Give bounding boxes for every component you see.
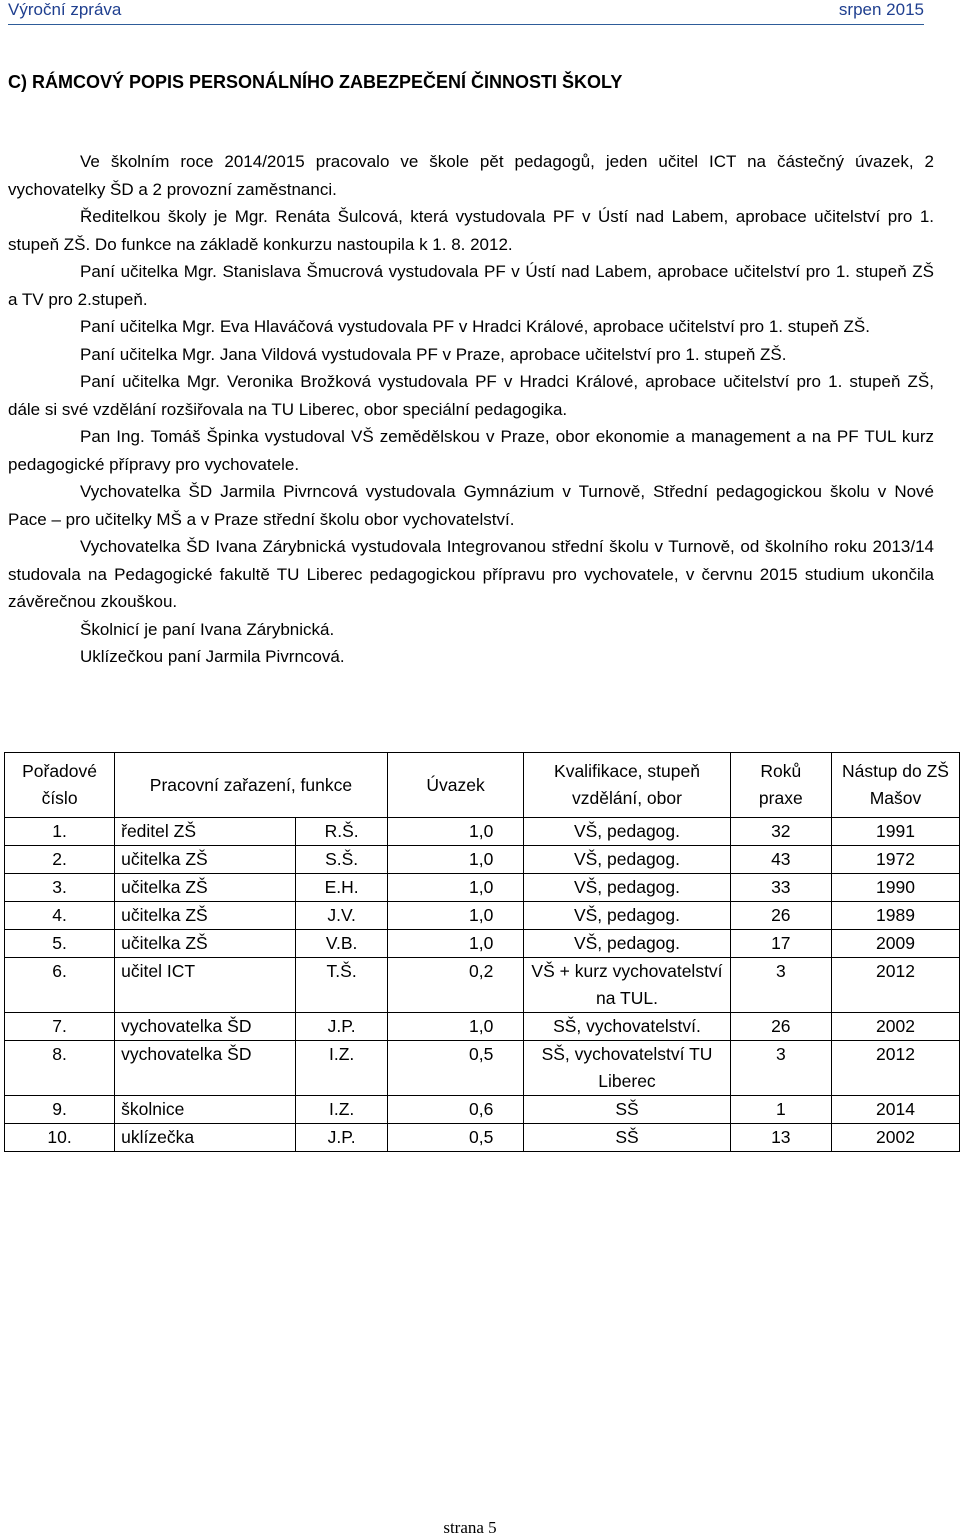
cell-order: 2. [5,846,115,874]
paragraph-teacher-hlavacova: Paní učitelka Mgr. Eva Hlaváčová vystudovala PF v Hradci Králové, aprobace učitelství pro 1. stupeň ZŠ. [80,317,870,336]
table-body [5,818,960,1152]
cell-position: učitelka ZŠ [115,930,296,958]
table-row [5,818,960,846]
cell-qualification: SŠ, vychovatelství TU Liberec [524,1041,730,1096]
cell-start-year: 2002 [831,1124,959,1152]
cell-position: vychovatelka ŠD [115,1041,296,1096]
section-body [8,148,934,671]
cell-qualification: VŠ, pedagog. [524,846,730,874]
cell-initials: I.Z. [296,1096,387,1124]
table-header-row [5,753,960,818]
cell-position: školnice [115,1096,296,1124]
cell-initials: I.Z. [296,1041,387,1096]
cell-qualification: VŠ, pedagog. [524,874,730,902]
cell-workload: 0,2 [387,958,524,1013]
table-row [5,958,960,1013]
table-row [5,874,960,902]
header-start-year: Nástup do ZŠ Mašov [831,753,959,818]
paragraph-staff-overview: Ve školním roce 2014/2015 pracovalo ve škole pět pedagogů, jeden učitel ICT na částečný úvazek, 2 vychovatelky ŠD a 2 provozní zaměstnanci. [8,152,934,199]
cell-workload: 1,0 [387,902,524,930]
cell-start-year: 2012 [831,958,959,1013]
staff-table [4,752,960,1152]
cell-qualification: SŠ [524,1124,730,1152]
paragraph-director: Ředitelkou školy je Mgr. Renáta Šulcová, která vystudovala PF v Ústí nad Labem, aprobace učitelství pro 1. stupeň ZŠ. Do funkce na základě konkurzu nastoupila k 1. 8. 2012. [8,207,934,254]
cell-start-year: 2002 [831,1013,959,1041]
table-row [5,846,960,874]
cell-years: 43 [730,846,831,874]
cell-qualification: VŠ, pedagog. [524,902,730,930]
cell-order: 3. [5,874,115,902]
section-title: C) RÁMCOVÝ POPIS PERSONÁLNÍHO ZABEZPEČENÍ ČINNOSTI ŠKOLY [8,72,623,92]
cell-workload: 1,0 [387,846,524,874]
header-workload: Úvazek [387,753,524,818]
cell-order: 7. [5,1013,115,1041]
cell-initials: J.P. [296,1124,387,1152]
table-row [5,1013,960,1041]
table-row [5,1124,960,1152]
cell-start-year: 1990 [831,874,959,902]
cell-years: 3 [730,958,831,1013]
cell-order: 6. [5,958,115,1013]
cell-years: 26 [730,902,831,930]
cell-years: 17 [730,930,831,958]
cell-order: 4. [5,902,115,930]
cell-order: 10. [5,1124,115,1152]
cell-initials: J.V. [296,902,387,930]
paragraph-teacher-brozkova: Paní učitelka Mgr. Veronika Brožková vystudovala PF v Hradci Králové, aprobace učitelství pro 1. stupeň ZŠ, dále si své vzdělání rozšiřovala na TU Liberec, obor speciální pedagogika. [8,372,934,419]
cell-position: vychovatelka ŠD [115,1013,296,1041]
header-order-number: Pořadové číslo [5,753,115,818]
cell-workload: 1,0 [387,874,524,902]
cell-years: 3 [730,1041,831,1096]
document-date: srpen 2015 [838,0,924,19]
cell-order: 5. [5,930,115,958]
cell-workload: 0,5 [387,1041,524,1096]
cell-years: 26 [730,1013,831,1041]
paragraph-teacher-smucrova: Paní učitelka Mgr. Stanislava Šmucrová vystudovala PF v Ústí nad Labem, aprobace učitelství pro 1. stupeň ZŠ a TV pro 2.stupeň. [8,262,934,309]
cell-initials: J.P. [296,1013,387,1041]
paragraph-ict-spinka: Pan Ing. Tomáš Špinka vystudoval VŠ zemědělskou v Praze, obor ekonomie a management a na PF TUL kurz pedagogické přípravy pro vychovatele. [8,427,934,474]
cell-order: 1. [5,818,115,846]
cell-qualification: VŠ + kurz vychovatelství na TUL. [524,958,730,1013]
cell-qualification: SŠ [524,1096,730,1124]
cell-position: ředitel ZŠ [115,818,296,846]
cell-years: 32 [730,818,831,846]
paragraph-cleaner: Uklízečkou paní Jarmila Pivrncová. [80,647,345,666]
page-header [8,0,924,25]
cell-workload: 0,5 [387,1124,524,1152]
header-years-practice: Roků praxe [730,753,831,818]
cell-years: 13 [730,1124,831,1152]
cell-start-year: 2014 [831,1096,959,1124]
cell-start-year: 1991 [831,818,959,846]
cell-position: učitelka ZŠ [115,902,296,930]
cell-workload: 1,0 [387,930,524,958]
cell-initials: V.B. [296,930,387,958]
cell-start-year: 2009 [831,930,959,958]
table-row [5,1041,960,1096]
cell-order: 8. [5,1041,115,1096]
paragraph-caretaker: Školnicí je paní Ivana Zárybnická. [80,619,335,639]
table-row [5,902,960,930]
document-title: Výroční zpráva [8,0,122,19]
table-row [5,1096,960,1124]
cell-years: 33 [730,874,831,902]
paragraph-teacher-vildova: Paní učitelka Mgr. Jana Vildová vystudovala PF v Praze, aprobace učitelství pro 1. stupeň ZŠ. [80,344,787,364]
cell-qualification: VŠ, pedagog. [524,930,730,958]
cell-start-year: 2012 [831,1041,959,1096]
cell-workload: 1,0 [387,818,524,846]
cell-initials: E.H. [296,874,387,902]
cell-initials: T.Š. [296,958,387,1013]
cell-start-year: 1972 [831,846,959,874]
cell-years: 1 [730,1096,831,1124]
header-position: Pracovní zařazení, funkce [115,753,388,818]
table-row [5,930,960,958]
paragraph-educator-pivrncova: Vychovatelka ŠD Jarmila Pivrncová vystudovala Gymnázium v Turnově, Střední pedagogickou školu v Nové Pace – pro učitelky MŠ a v Praze střední školu obor vychovatelství. [8,482,934,529]
header-qualification: Kvalifikace, stupeň vzdělání, obor [524,753,730,818]
cell-order: 9. [5,1096,115,1124]
cell-initials: R.Š. [296,818,387,846]
page-number: strana 5 [443,1518,497,1537]
cell-initials: S.Š. [296,846,387,874]
cell-position: učitel ICT [115,958,296,1013]
cell-position: uklízečka [115,1124,296,1152]
cell-position: učitelka ZŠ [115,846,296,874]
paragraph-educator-zarybnicka: Vychovatelka ŠD Ivana Zárybnická vystudovala Integrovanou střední školu v Turnově, od školního roku 2013/14 studovala na Pedagogické fakultě TU Liberec pedagogickou přípravu pro vychovatele, v červnu 2015 studium ukončila závěrečnou zkouškou. [8,537,934,611]
cell-workload: 0,6 [387,1096,524,1124]
cell-workload: 1,0 [387,1013,524,1041]
cell-position: učitelka ZŠ [115,874,296,902]
cell-qualification: VŠ, pedagog. [524,818,730,846]
cell-start-year: 1989 [831,902,959,930]
cell-qualification: SŠ, vychovatelství. [524,1013,730,1041]
